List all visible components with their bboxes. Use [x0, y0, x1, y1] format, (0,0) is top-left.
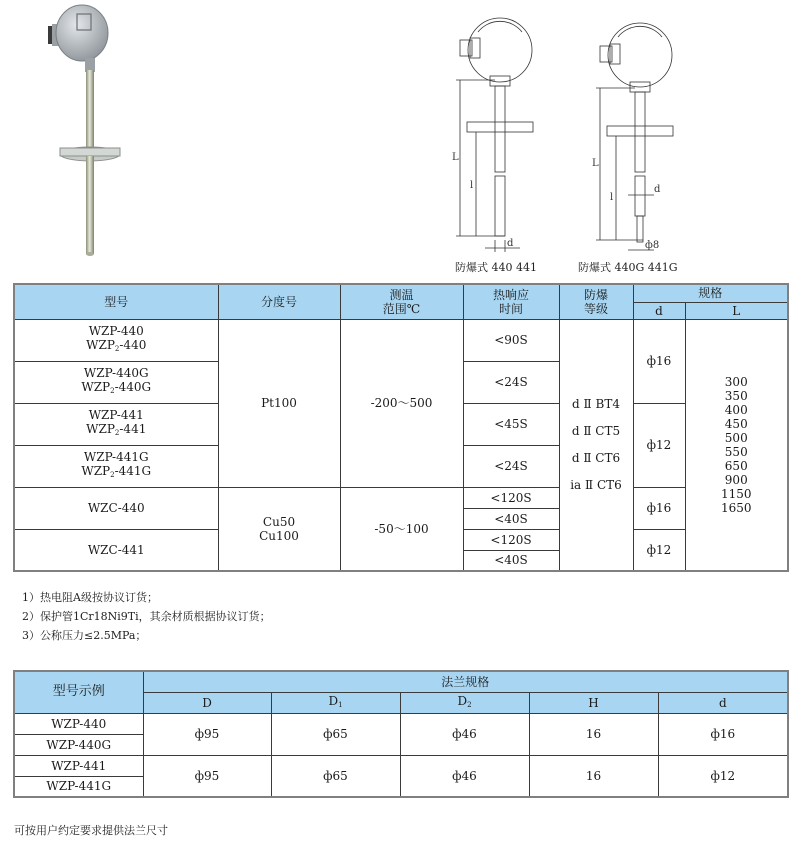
- label-phi8: ф8: [645, 240, 660, 251]
- footer-note: 可按用户约定要求提供法兰尺寸: [14, 824, 168, 837]
- note-item: 2）保护管1Cr18Ni9Ti，其余材质根据协议订货；: [22, 610, 271, 623]
- header-H: H: [529, 692, 658, 713]
- flange-D1: ф65: [271, 713, 400, 755]
- header-spec: 规格: [633, 284, 788, 302]
- model-cell: WZP-441G $WZP_2-441G$: [14, 445, 218, 487]
- response-cell: <40S: [463, 508, 559, 529]
- header-ex-grade: 防爆 等级: [559, 284, 633, 319]
- model-cell: WZP-440 $WZP_2-440$: [14, 319, 218, 361]
- model-example-cell: WZP-440G: [14, 734, 143, 755]
- flange-d: ф16: [658, 713, 788, 755]
- model-example-cell: WZP-440: [14, 713, 143, 734]
- label-l-left: l: [470, 180, 474, 191]
- model-example-cell: WZP-441: [14, 755, 143, 776]
- flange-D: ф95: [143, 755, 271, 797]
- response-cell: <90S: [463, 319, 559, 361]
- header-model: 型号: [14, 284, 218, 319]
- spec-table: [13, 283, 789, 572]
- range-pt: -200～500: [340, 319, 463, 487]
- note-item: 1）热电阻A级按协议订货；: [22, 591, 158, 604]
- model-cell: WZP-440G $WZP_2-440G$: [14, 361, 218, 403]
- product-photo: [30, 0, 140, 262]
- response-cell: <40S: [463, 550, 559, 571]
- model-cell: WZC-440: [14, 487, 218, 529]
- d-cell: ф16: [633, 319, 685, 403]
- notes: [22, 588, 271, 645]
- label-l-right: l: [610, 192, 614, 203]
- flange-H: 16: [529, 755, 658, 797]
- header-response: 热响应 时间: [463, 284, 559, 319]
- response-cell: <120S: [463, 487, 559, 508]
- d-cell: ф16: [633, 487, 685, 529]
- response-cell: <120S: [463, 529, 559, 550]
- header-model-example: 型号示例: [14, 671, 143, 713]
- d-cell: ф12: [633, 529, 685, 571]
- response-cell: <24S: [463, 361, 559, 403]
- d-cell: ф12: [633, 403, 685, 487]
- response-cell: <24S: [463, 445, 559, 487]
- flange-d: ф12: [658, 755, 788, 797]
- label-d-left: d: [507, 238, 514, 249]
- response-cell: <45S: [463, 403, 559, 445]
- flange-table: [13, 670, 789, 798]
- model-example-cell: WZP-441G: [14, 776, 143, 797]
- header-D1: $D_1$: [271, 692, 400, 713]
- graduation-pt: Pt100: [218, 319, 340, 487]
- header-D: D: [143, 692, 271, 713]
- drawing-caption-right: 防爆式 440G 441G: [578, 261, 678, 274]
- header-range: 测温 范围℃: [340, 284, 463, 319]
- label-L-left: L: [452, 152, 459, 163]
- flange-D1: ф65: [271, 755, 400, 797]
- L-values-cell: 300 350 400 450 500 550 650 900 1150 1650: [685, 319, 788, 571]
- dimension-drawings: [440, 10, 700, 280]
- ex-grades-cell: d Ⅱ BT4 d Ⅱ CT5 d Ⅱ CT6 ia Ⅱ CT6: [559, 319, 633, 571]
- range-cu: -50～100: [340, 487, 463, 571]
- flange-H: 16: [529, 713, 658, 755]
- header-L: L: [685, 302, 788, 319]
- header-flange-spec: 法兰规格: [143, 671, 788, 692]
- header-d: d: [633, 302, 685, 319]
- model-cell: WZP-441 $WZP_2-441$: [14, 403, 218, 445]
- header-d: d: [658, 692, 788, 713]
- flange-D2: ф46: [400, 755, 529, 797]
- drawing-caption-left: 防爆式 440 441: [455, 261, 537, 274]
- label-d-right: d: [654, 184, 661, 195]
- model-cell: WZC-441: [14, 529, 218, 571]
- label-L-right: L: [592, 158, 599, 169]
- graduation-cu: Cu50 Cu100: [218, 487, 340, 571]
- flange-D: ф95: [143, 713, 271, 755]
- note-item: 3）公称压力≤2.5MPa；: [22, 629, 147, 642]
- header-D2: $D_2$: [400, 692, 529, 713]
- flange-D2: ф46: [400, 713, 529, 755]
- header-graduation: 分度号: [218, 284, 340, 319]
